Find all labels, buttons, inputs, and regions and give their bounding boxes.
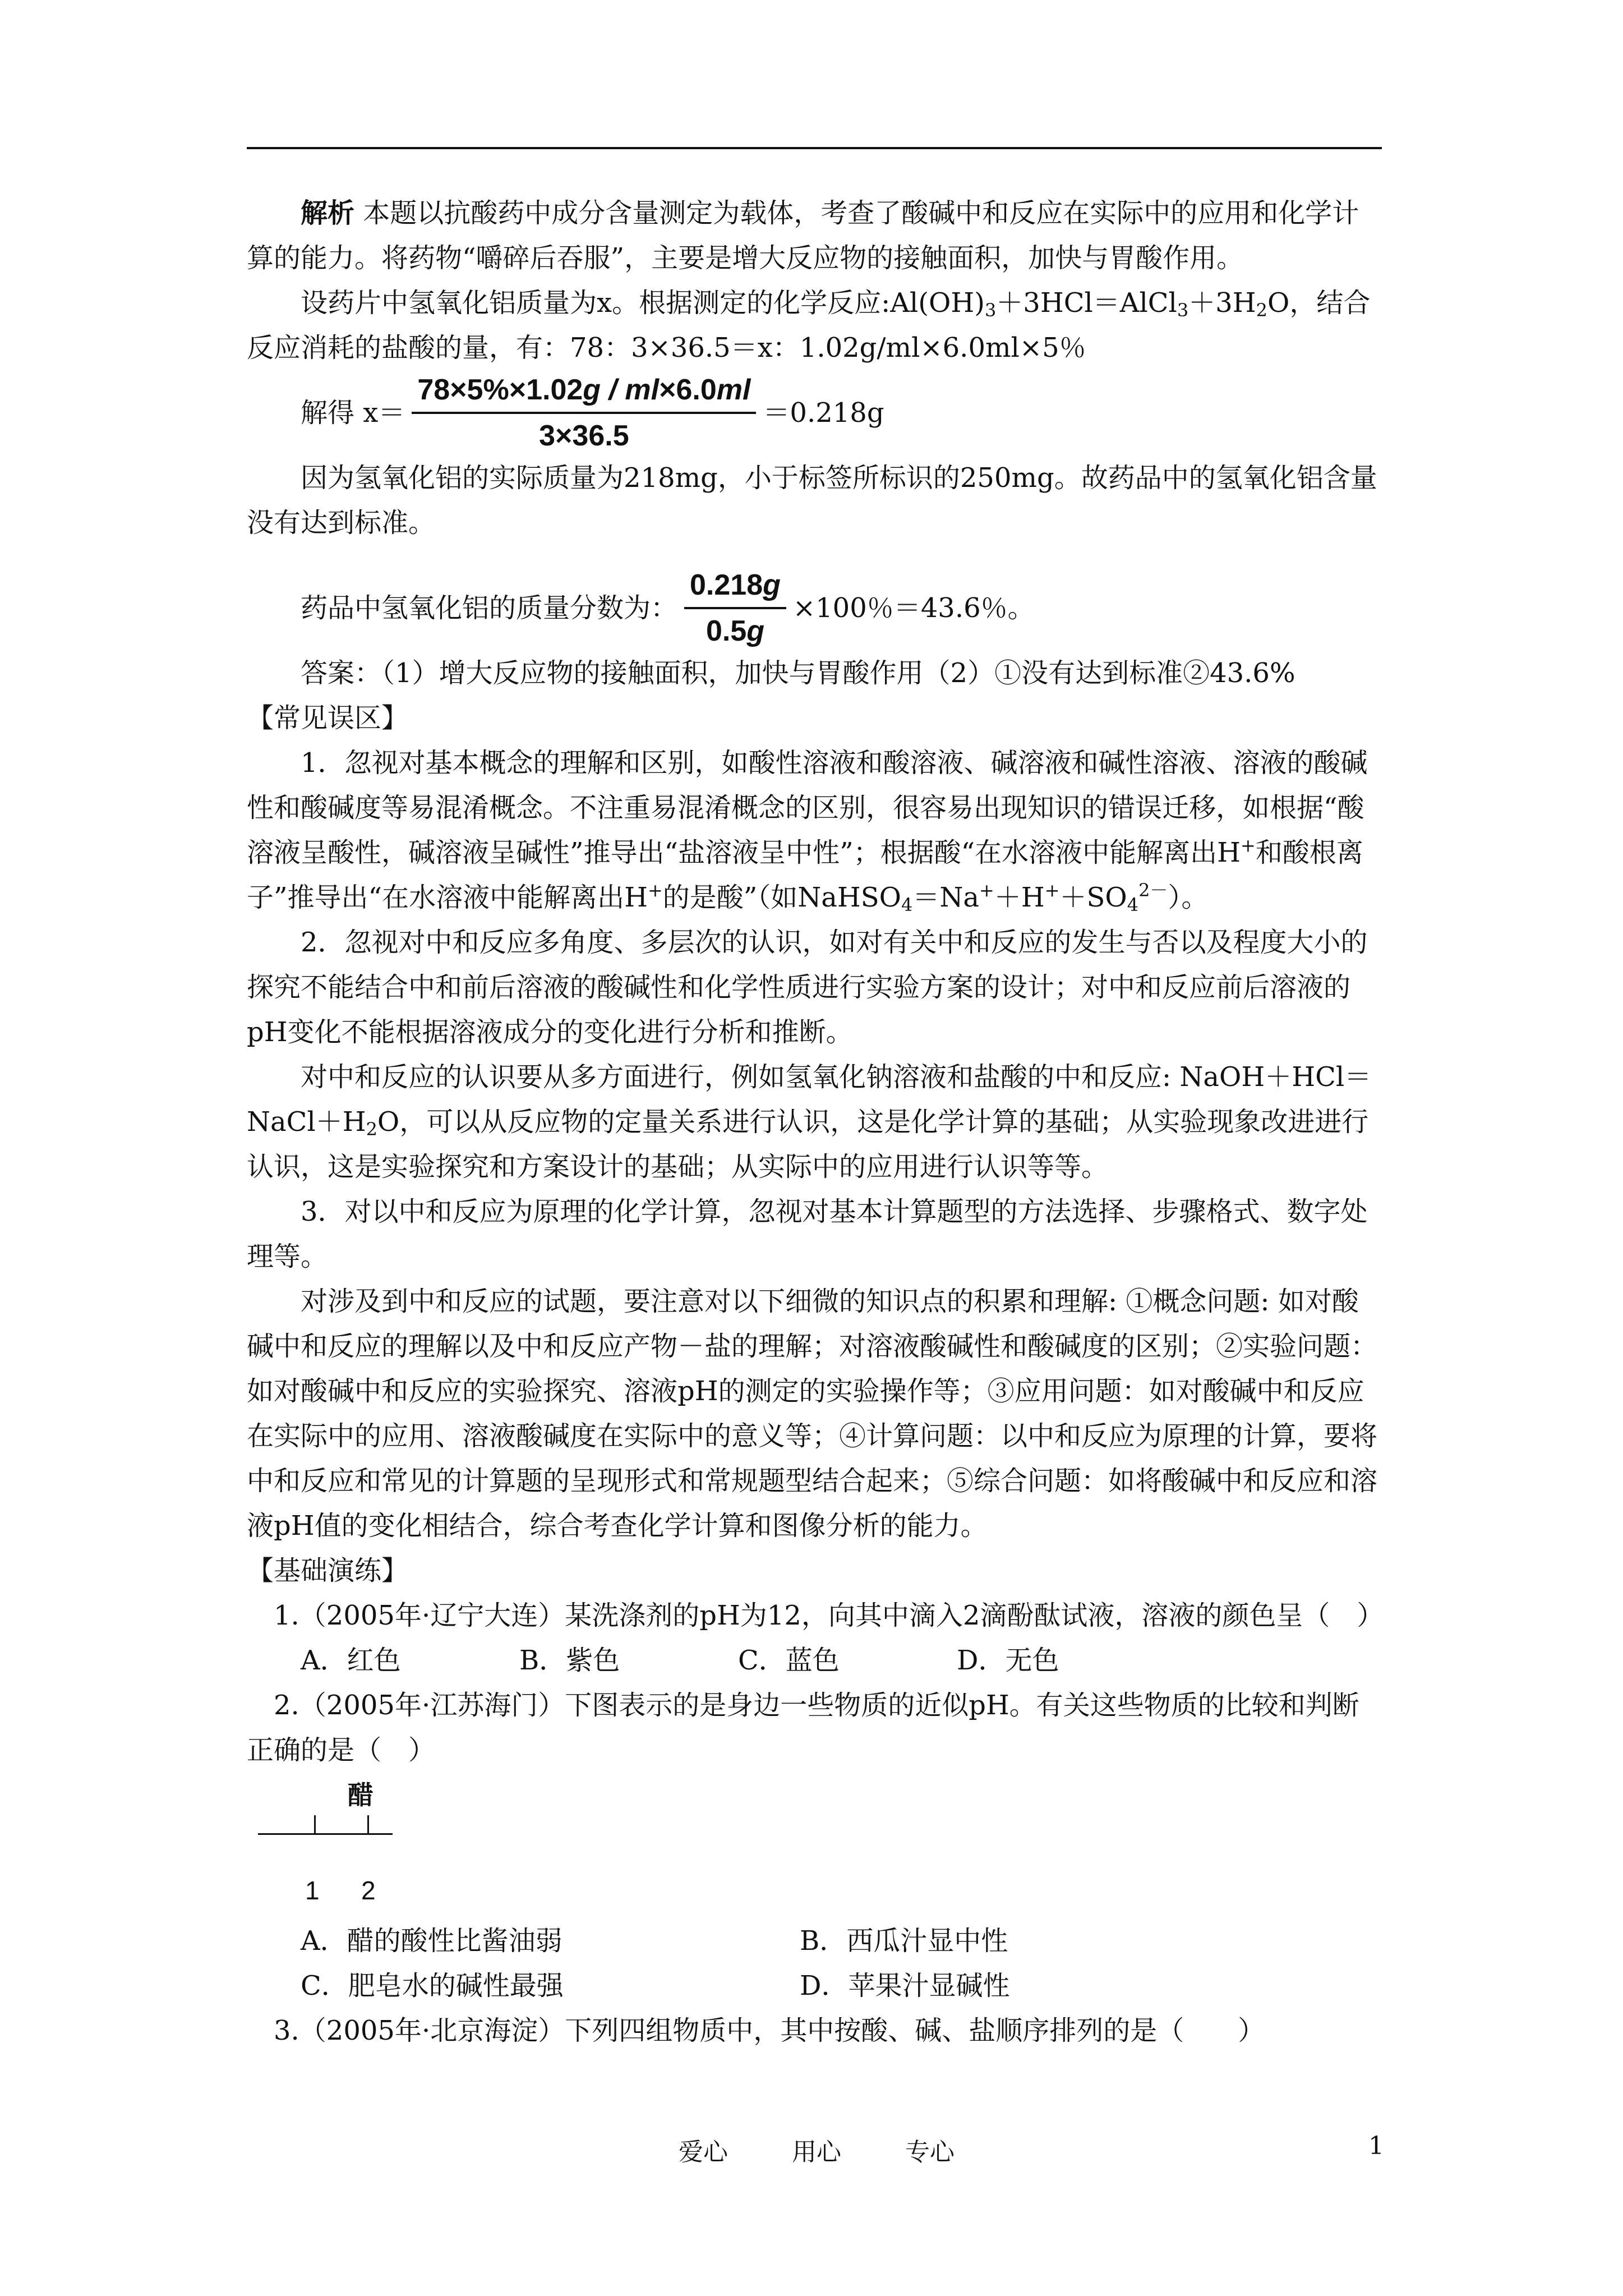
mistake1-sup-1: +	[1241, 835, 1256, 856]
option-b: B．紫色	[519, 1645, 620, 1676]
question-2: 2.（2005年·江苏海门）下图表示的是身边一些物质的近似pH。有关这些物质的比较和判断正确的是（ ）	[247, 1690, 1359, 1766]
ph-tick-1	[314, 1815, 316, 1834]
mistake1-sup-2: +	[647, 880, 663, 901]
reaction-sub-3: 2	[1256, 300, 1267, 321]
reaction-text-c: ＋3HCl＝AlCl	[996, 287, 1177, 319]
footer-motto-1: 爱心	[679, 2138, 728, 2166]
numerator-part-d: ml	[716, 374, 751, 406]
mistake1-text-g: ）。	[1168, 882, 1209, 913]
option-b: B．西瓜汁显中性	[800, 1925, 1008, 1957]
conclusion-paragraph: 因为氢氧化铝的实际质量为218mg，小于标签所标识的250mg。故药品中的氢氧化铝含量没有达到标准。	[247, 462, 1377, 539]
mistake1-sub-1: 4	[901, 894, 913, 915]
mistake2b-text-b: O，可以从反应物的定量关系进行认识，这是化学计算的基础；从实验现象改进进行认识，这是实验探究和方案设计的基础；从实际中的应用进行认识等等。	[247, 1106, 1369, 1182]
equation-mass-fraction	[247, 565, 1382, 651]
equation-result: ＝0.218g	[763, 397, 884, 429]
footer-motto-3: 专心	[905, 2138, 955, 2166]
reaction-paragraph	[247, 280, 1382, 370]
mistake2b-text-a: 对中和反应的认识要从多方面进行，例如氢氧化钠溶液和盐酸的中和反应: NaOH＋HCl＝NaCl＋H	[247, 1061, 1372, 1138]
analysis-text: 本题以抗酸药中成分含量测定为载体，考查了酸碱中和反应在实际中的应用和化学计算的能力。将药物“嚼碎后吞服”，主要是增大反应物的接触面积，加快与胃酸作用。	[247, 197, 1359, 274]
ph-axis-line	[258, 1833, 393, 1835]
equation-solve-x	[247, 370, 1382, 455]
section-heading-practice: 【基础演练】	[247, 1555, 409, 1586]
mistake1-sup-3: +	[979, 880, 994, 901]
question-2-options-row-1	[247, 1918, 1382, 1963]
mistake-item-1	[247, 740, 1382, 920]
mistake1-sup-5: 2－	[1138, 880, 1168, 901]
mistake1-text-d: ＝Na	[912, 882, 980, 913]
question-2-options-row-2	[247, 1963, 1382, 2008]
equation-prefix: 解得 x＝	[301, 397, 405, 429]
option-a: A．红色	[301, 1645, 401, 1676]
page-number: 1	[1368, 2132, 1384, 2160]
fraction-numerator	[412, 370, 756, 414]
ph-tick-2	[367, 1815, 369, 1834]
mistake1-text-a: 1．忽视对基本概念的理解和区别，如酸性溶液和酸溶液、碱溶液和碱性溶液、溶液的酸碱性和酸碱度等易混淆概念。不注重易混淆概念的区别，很容易出现知识的错误迁移，如根据“酸溶液呈酸性，碱溶液呈碱性”推导出“盐溶液呈中性”；根据酸“在水溶液中能解离出H	[247, 747, 1368, 868]
mistake-item-3: 3．对以中和反应为原理的化学计算，忽视对基本计算题型的方法选择、步骤格式、数字处理等。	[247, 1196, 1368, 1272]
mistake-item-2: 2．忽视对中和反应多角度、多层次的认识，如对有关中和反应的发生与否以及程度大小的探究不能结合中和前后溶液的酸碱性和化学性质进行实验方案的设计；对中和反应前后溶液的pH变化不能根据溶液成分的变化进行分析和推断。	[247, 927, 1368, 1048]
ph-tick-label-2: 2	[361, 1876, 376, 1905]
option-c: C．肥皂水的碱性最强	[301, 1970, 564, 2001]
vinegar-label: 醋	[348, 1780, 374, 1810]
ph-tick-label-1: 1	[305, 1876, 320, 1905]
option-d: D．苹果汁显碱性	[800, 1970, 1010, 2001]
mistake1-text-e: ＋H	[994, 882, 1045, 913]
reaction-text-g: O，结合反应消耗的盐酸的量，有：78：3×36.5＝x：1.02g/ml×6.0ml×5％	[247, 287, 1371, 364]
mistake-item-3-detail: 对涉及到中和反应的试题，要注意对以下细微的知识点的积累和理解: ①概念问题: 如对酸碱中和反应的理解以及中和反应产物－盐的理解；对溶液酸碱性和酸碱度的区别；②实验问题：如对酸碱中和反应的实验探究、溶液pH的测定的实验操作等；③应用问题：如对酸碱中和反应在实际中的应用、溶液酸碱度在实际中的意义等；④计算问题：以中和反应为原理的计算，要将中和反应和常见的计算题的呈现形式和常规题型结合起来；⑤综合问题：如将酸碱中和反应和溶液pH值的变化相结合，综合考查化学计算和图像分析的能力。	[247, 1286, 1378, 1542]
page-content	[247, 191, 1382, 2053]
reaction-text-e: ＋3H	[1188, 287, 1256, 319]
mass-fraction	[684, 565, 786, 651]
mass-denominator-unit: g	[746, 615, 764, 647]
footer-motto	[679, 2132, 1011, 2168]
question-1-options	[247, 1638, 1382, 1683]
numerator-part-a: 78×5%×1.02	[417, 374, 583, 406]
mass-numerator-unit: g	[763, 569, 781, 601]
analysis-label: 解析	[301, 197, 355, 229]
mass-fraction-numerator	[684, 565, 786, 609]
option-d: D．无色	[957, 1645, 1059, 1676]
question-3: 3.（2005年·北京海淀）下列四组物质中，其中按酸、碱、盐顺序排列的是（ ）	[274, 2015, 1265, 2046]
reaction-text-a: 设药片中氢氧化铝质量为x。根据测定的化学反应:Al(OH)	[301, 287, 985, 319]
mistake1-text-b: 和酸根离子”推导出“在水溶液中能解离出H	[247, 837, 1363, 913]
fraction-denominator: 3×36.5	[539, 420, 629, 452]
question-1: 1.（2005年·辽宁大连）某洗涤剂的pH为12，向其中滴入2滴酚酞试液，溶液的颜色呈（ ）	[274, 1600, 1384, 1631]
mass-numerator-value: 0.218	[690, 569, 763, 601]
analysis-paragraph	[247, 191, 1382, 280]
mistake1-sub-2: 4	[1127, 894, 1139, 915]
header-rule	[247, 147, 1382, 149]
mass-fraction-result: ×100％＝43.6％。	[792, 592, 1035, 624]
reaction-sub-2: 3	[1177, 300, 1189, 321]
option-c: C．蓝色	[738, 1645, 840, 1676]
answer-paragraph: 答案：（1）增大反应物的接触面积，加快与胃酸作用（2）①没有达到标准②43.6%	[301, 657, 1295, 689]
numerator-part-b: g / ml	[583, 374, 660, 406]
mass-fraction-prefix: 药品中氢氧化铝的质量分数为：	[301, 592, 678, 624]
mistake-item-2-detail	[247, 1055, 1382, 1189]
option-a: A．醋的酸性比酱油弱	[301, 1925, 562, 1957]
equation-fraction	[412, 370, 756, 455]
mistake1-text-c: 的是酸”（如NaHSO	[662, 882, 902, 913]
section-heading-mistakes: 【常见误区】	[247, 702, 409, 734]
mass-fraction-denominator	[700, 609, 770, 651]
mistake2b-sub: 2	[366, 1119, 377, 1140]
mass-denominator-value: 0.5	[706, 615, 747, 647]
mistake1-text-f: ＋SO	[1059, 882, 1127, 913]
ph-scale-figure	[247, 1773, 1382, 1918]
mistake1-sup-4: +	[1044, 880, 1060, 901]
reaction-sub-1: 3	[984, 300, 997, 321]
numerator-part-c: ×6.0	[659, 374, 717, 406]
footer-motto-2: 用心	[792, 2138, 841, 2166]
